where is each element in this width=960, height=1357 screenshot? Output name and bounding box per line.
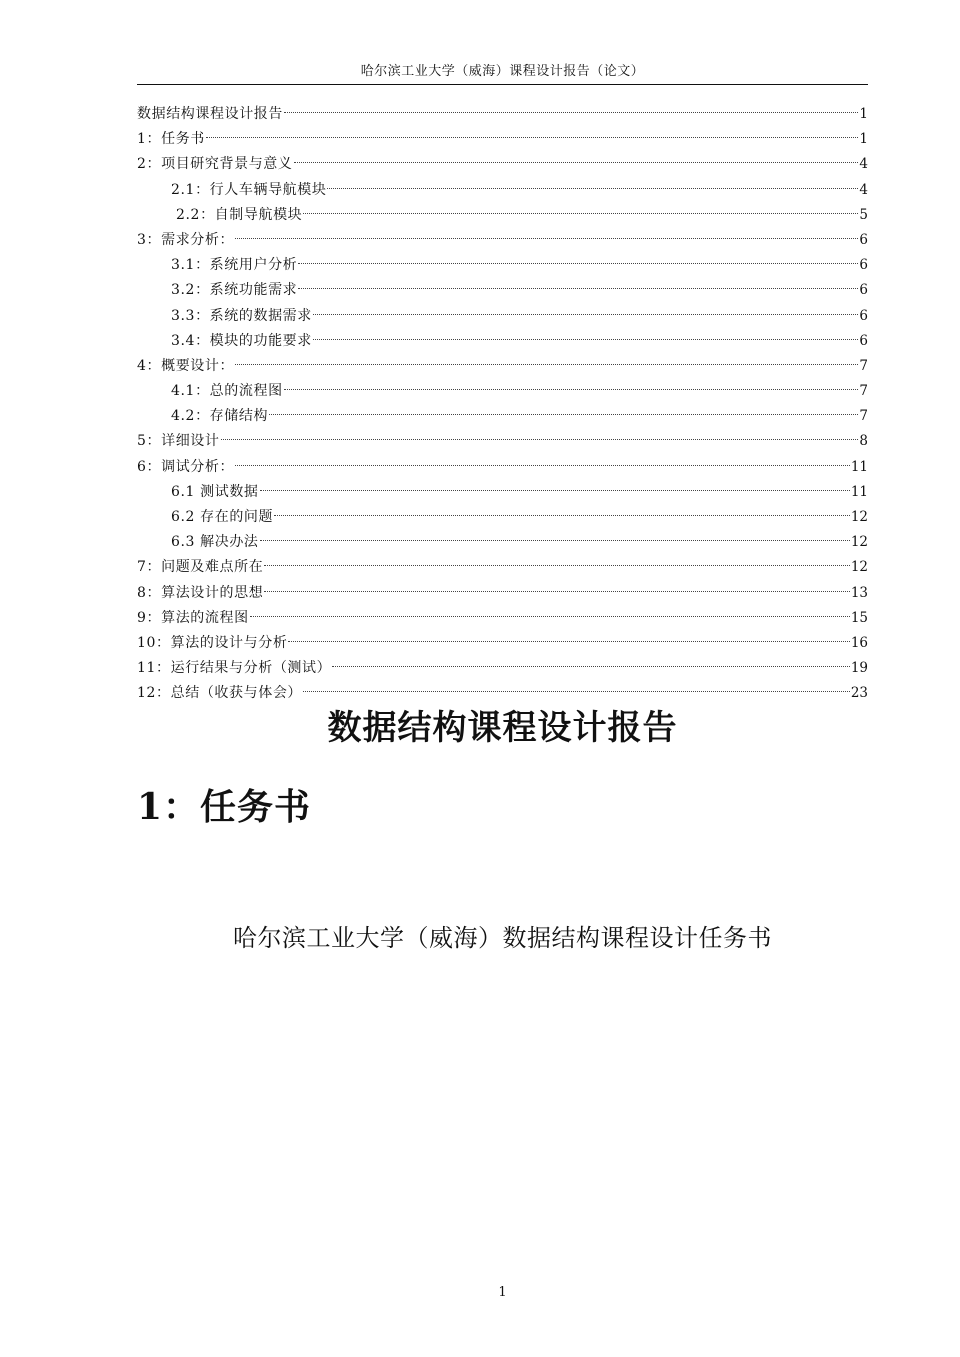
toc-entry[interactable]: 2.2：自制导航模块 5	[176, 206, 868, 223]
toc-entry[interactable]: 3.4：模块的功能要求 6	[171, 332, 868, 349]
toc-entry[interactable]: 1：任务书 1	[137, 131, 868, 148]
toc-entry[interactable]: 3：需求分析： 6	[137, 231, 868, 248]
toc-entry[interactable]: 5：详细设计 8	[137, 433, 868, 450]
toc-entry[interactable]: 8：算法设计的思想 13	[137, 584, 868, 601]
section-heading: 1：任务书	[137, 786, 312, 828]
toc-entry[interactable]: 10：算法的设计与分析 16	[137, 634, 868, 651]
toc-entry[interactable]: 3.1：系统用户分析 6	[171, 257, 868, 274]
toc-entry[interactable]: 4.2：存储结构 7	[171, 408, 868, 425]
toc-entry[interactable]: 数据结构课程设计报告 1	[137, 106, 868, 122]
toc-entry[interactable]: 12：总结（收获与体会） 23	[137, 685, 868, 702]
document-title: 数据结构课程设计报告	[327, 708, 678, 748]
toc-entry[interactable]: 7：问题及难点所在 12	[137, 559, 868, 576]
table-of-contents	[137, 102, 868, 707]
toc-entry[interactable]: 4：概要设计： 7	[137, 357, 868, 374]
header-rule	[137, 84, 868, 85]
toc-entry[interactable]: 6.1 测试数据 11	[171, 483, 868, 500]
toc-entry[interactable]: 11：运行结果与分析（测试） 19	[137, 660, 868, 677]
toc-entry[interactable]: 3.3：系统的数据需求 6	[171, 307, 868, 324]
toc-entry[interactable]: 6.2 存在的问题 12	[171, 509, 868, 525]
page-number: 1	[498, 1285, 507, 1300]
toc-entry[interactable]: 4.1：总的流程图 7	[171, 383, 868, 400]
toc-entry[interactable]: 6：调试分析： 11	[137, 458, 868, 475]
toc-entry[interactable]: 6.3 解决办法 12	[171, 534, 868, 551]
task-book-subtitle: 哈尔滨工业大学（威海）数据结构课程设计任务书	[233, 924, 772, 952]
running-header: 哈尔滨工业大学（威海）课程设计报告（论文）	[360, 64, 645, 79]
toc-entry[interactable]: 9：算法的流程图 15	[137, 609, 868, 626]
toc-entry[interactable]: 2：项目研究背景与意义 4	[137, 156, 868, 173]
toc-entry[interactable]: 2.1：行人车辆导航模块 4	[171, 181, 868, 198]
toc-entry[interactable]: 3.2：系统功能需求 6	[171, 282, 868, 299]
